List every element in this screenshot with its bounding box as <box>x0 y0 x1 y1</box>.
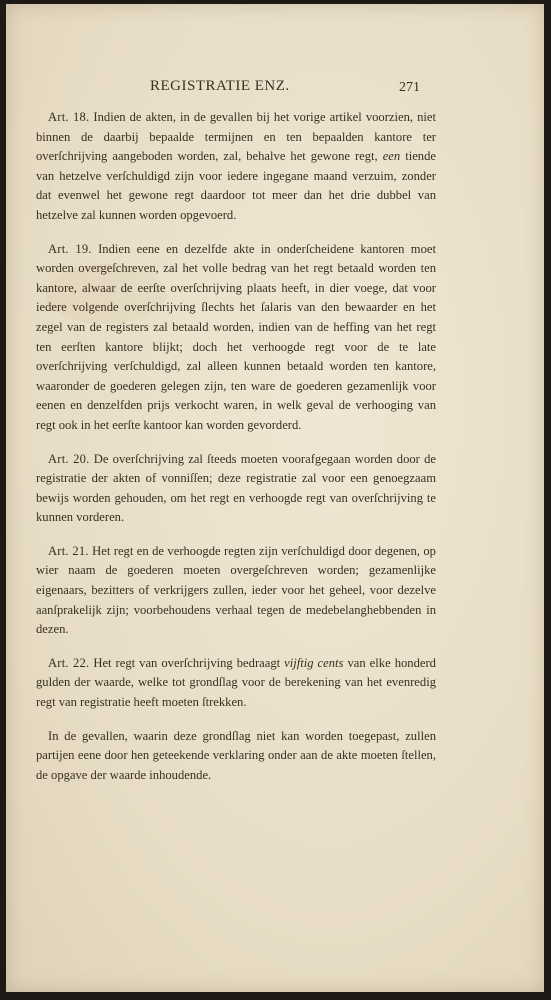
article-label: Art. 18. <box>48 110 90 124</box>
page-number: 271 <box>399 80 420 95</box>
article-text: Het regt en de verhoogde regten zijn verſchuldigd door degenen, op wier naam de goederen moeten overgeſchreven worden; gezamenlijke eigenaars, bezitters of verkrijgers zullen, ieder voor het geheel, voor dezelve aanſprakelijk zijn; voorbehoudens verhaal tegen de medebelanghebbenden in dezen. <box>36 543 436 637</box>
article-18 <box>36 108 436 226</box>
article-19 <box>36 240 436 436</box>
closing-paragraph: In de gevallen, waarin deze grondſlag niet kan worden toegepast, zullen partijen eene door hen geteekende verklaring onder aan de akte moeten ſtellen, de opgave der waarde inhoudende. <box>36 728 436 782</box>
article-italic: een <box>382 149 401 164</box>
article-text: Indien eene en dezelfde akte in onderſcheidene kantoren moet worden overgeſchreven, zal het volle bedrag van het regt betaald worden ten kantore, alwaar de eerſte overſchrijving plaats heeft, in dier voege, dat voor iedere volgende overſchrijving ſlechts het ſalaris van den bewaarder en het zegel van de registers zal betaald worden, indien van de heffing van het regt ten eerſten kantore blijkt; doch het verhoogde regt voor de te late overſchrijving verſchuldigd, zal alleen kunnen betaald worden ten kantore, waaronder de goederen gelegen zijn, ten ware de goederen gezamenlijk voor eenen en denzelfden prijs verkocht waren, in welk geval de verhooging van regt ook in het eerſte kantoor kan worden gevorderd. <box>36 241 436 432</box>
article-22 <box>36 654 436 713</box>
article-label: Art. 21. <box>48 543 89 558</box>
book-page <box>6 4 544 992</box>
running-title: REGISTRATIE ENZ. <box>150 78 290 94</box>
article-text: De overſchrijving zal ſteeds moeten voorafgegaan worden door de registratie der akten of vonniſſen; deze registratie zal voor een genoegzaam bewijs worden gehouden, om het regt en verhoogde regt van overſchrijving te kunnen vorderen. <box>36 451 436 525</box>
running-head <box>6 78 544 100</box>
article-italic: vijftig cents <box>284 655 344 670</box>
article-text: Het regt van overſchrijving bedraagt <box>93 655 281 670</box>
article-text: tiende van hetzelve verſchuldigd zijn voor iedere ingegane maand verzuim, zonder dat evenwel het gewone regt daardoor tot meer dan het drie dubbel van hetzelve zal kunnen worden opgevoerd. <box>36 149 436 222</box>
article-text: van elke honderd gulden der waarde, welke tot grondſlag voor de berekening van het evenredig regt van registratie heeft moeten ſtrekken. <box>36 655 436 710</box>
article-label: Art. 22. <box>48 655 90 670</box>
article-text: Indien de akten, in de gevallen bij het vorige artikel voorzien, niet binnen de daarbij bepaalde termijnen en ten bepaalden kantore ter overſchrijving aangeboden worden, zal, behalve het gewone regt, <box>36 110 436 164</box>
article-label: Art. 19. <box>48 241 92 256</box>
article-21 <box>36 542 436 640</box>
body-text <box>36 108 436 799</box>
article-label: Art. 20. <box>48 451 90 466</box>
article-20 <box>36 450 436 528</box>
